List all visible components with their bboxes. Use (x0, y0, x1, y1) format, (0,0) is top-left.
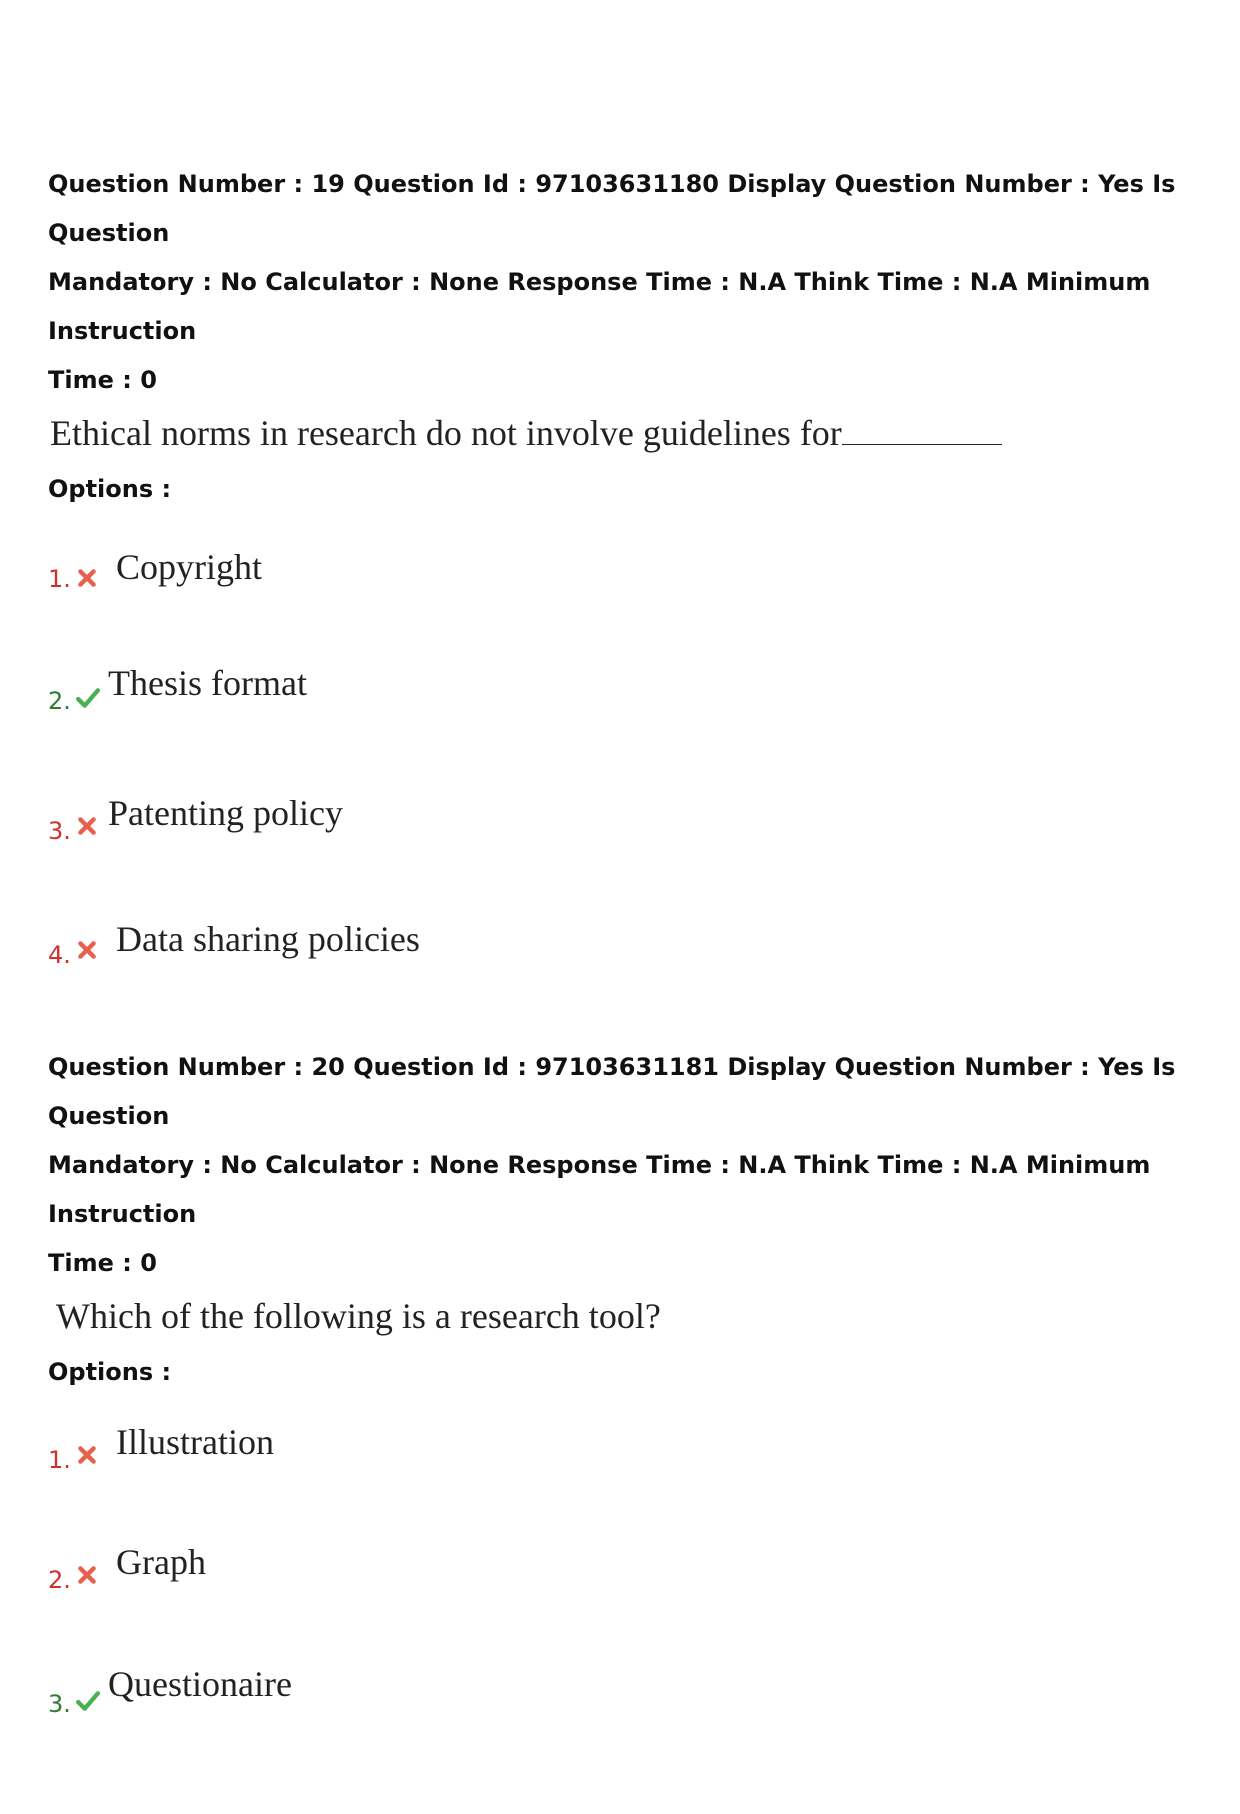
option-item (48, 1412, 1208, 1546)
option-text: Copyright (116, 547, 263, 587)
question-text (48, 407, 1208, 465)
option-text: Questionaire (108, 1664, 292, 1704)
question-meta-line: Mandatory : No Calculator : None Response Time : N.A Think Time : N.A Minimum Instruction (48, 1151, 1151, 1228)
option-item (48, 1542, 1208, 1680)
question-meta-line: Time : 0 (48, 1249, 157, 1277)
option-text: Thesis format (108, 663, 307, 703)
question-text-content: Ethical norms in research do not involve guidelines for (50, 413, 842, 453)
question-meta-line: Question Number : 19 Question Id : 97103631180 Display Question Number : Yes Is Question (48, 170, 1176, 247)
question-text (48, 1290, 1208, 1348)
cross-icon (76, 1444, 98, 1466)
option-text: Graph (116, 1542, 206, 1582)
option-number: 2. (48, 687, 71, 715)
option-number: 4. (48, 941, 71, 969)
answer-blank (842, 414, 1002, 445)
cross-icon (76, 815, 98, 837)
cross-icon (76, 567, 98, 589)
option-item (48, 793, 1208, 931)
option-text: Data sharing policies (116, 919, 420, 959)
option-number: 1. (48, 565, 71, 593)
option-item (48, 529, 1208, 663)
option-number: 2. (48, 1566, 71, 1594)
options-label: Options : (48, 1358, 172, 1386)
check-icon (76, 687, 100, 709)
cross-icon (76, 939, 98, 961)
option-item (48, 663, 1208, 797)
question-block-20 (48, 1043, 1208, 1814)
question-block-19 (48, 160, 1208, 1065)
question-meta-line: Mandatory : No Calculator : None Response Time : N.A Think Time : N.A Minimum Instruction (48, 268, 1151, 345)
question-text-content: Which of the following is a research tool? (56, 1296, 661, 1336)
option-text: Illustration (116, 1422, 274, 1462)
option-number: 1. (48, 1446, 71, 1474)
option-item (48, 1664, 1208, 1814)
check-icon (76, 1690, 100, 1712)
question-meta-line: Question Number : 20 Question Id : 97103631181 Display Question Number : Yes Is Question (48, 1053, 1176, 1130)
question-meta-line: Time : 0 (48, 366, 157, 394)
cross-icon (76, 1564, 98, 1586)
option-text: Patenting policy (108, 793, 343, 833)
options-label: Options : (48, 475, 172, 503)
option-number: 3. (48, 1690, 71, 1718)
option-number: 3. (48, 817, 71, 845)
